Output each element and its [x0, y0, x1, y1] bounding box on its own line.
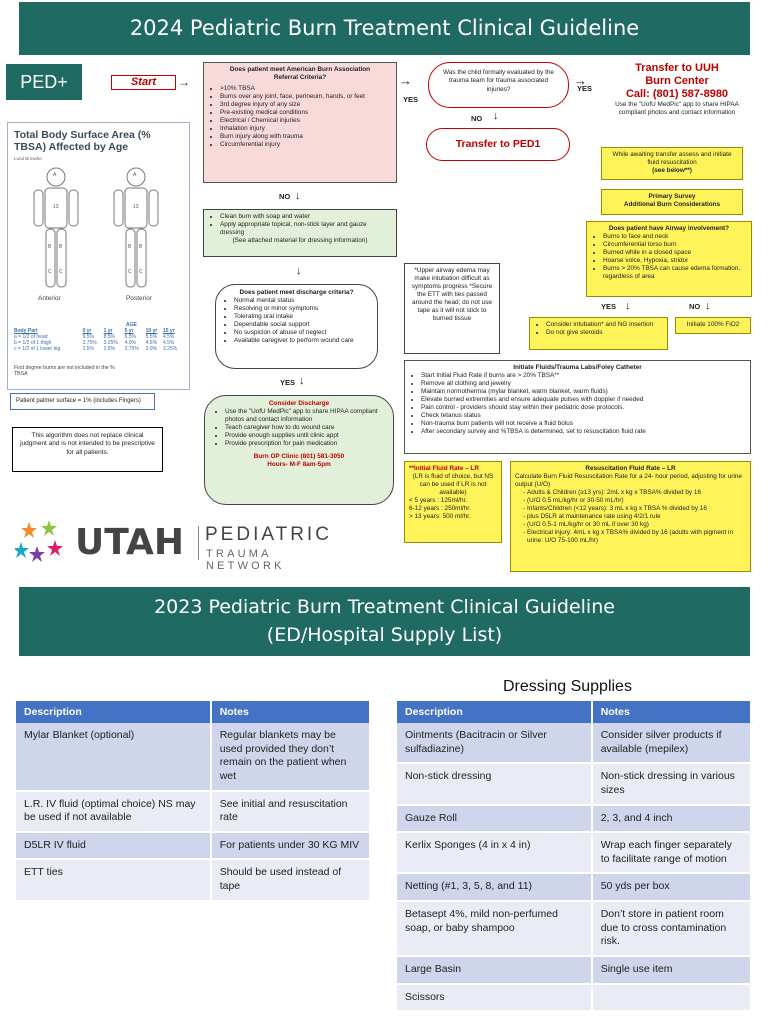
discharge-step: • Provide prescription for pain medication	[225, 440, 385, 448]
svg-text:A: A	[53, 172, 57, 178]
tbsa-cell: 2.5%	[103, 346, 115, 352]
aba-criterion: • 3rd degree injury of any size	[220, 101, 392, 109]
tbsa-title: Total Body Surface Area (% TBSA) Affected by Age	[14, 129, 151, 154]
see-below: (see below**)	[652, 167, 692, 174]
airway-criterion: • Burned while in a closed space	[603, 249, 747, 257]
anterior-label: Anterior	[38, 295, 61, 302]
supply-right-notes: Single use item	[592, 956, 751, 984]
initial-rate-box	[404, 461, 502, 543]
resus-step: - (U/O 0.5 mL/kg/hr or 30-50 mL/hr)	[527, 497, 746, 505]
aba-criterion: • Circumferential injury	[220, 141, 392, 149]
tbsa-header: 5 yr	[124, 328, 134, 334]
fluids-box	[404, 360, 751, 454]
fluids-title: Initiate Fluids/Trauma Labs/Foley Catheter	[513, 364, 642, 371]
intubation-step: • Consider intubation* and NG insertion	[546, 321, 663, 329]
clean-step: • Apply appropriate topical, non-stick layer and gauze dressing	[220, 221, 392, 237]
resus-title: Resuscitation Fluid Rate – LR	[585, 465, 676, 472]
discharge-step: • Use the "UofU MedPic" app to share HIPAA compliant photos and contact information	[225, 408, 385, 424]
supply-right-description: Kerlix Sponges (4 in x 4 in)	[397, 832, 592, 873]
tbsa-header: 0 yr	[82, 328, 92, 334]
supply-right-notes: 2, 3, and 4 inch	[592, 805, 751, 833]
initial-rate-row: > 13 years: 500 ml/hr.	[409, 513, 471, 520]
tbsa-cell: 5.5%	[145, 334, 158, 340]
tbsa-cell: 2.75%	[82, 340, 97, 346]
tbsa-cell: 4.5%	[162, 334, 175, 340]
clean-list	[208, 213, 392, 237]
tbsa-header: 1 yr	[103, 328, 113, 334]
resus-box	[510, 461, 751, 572]
tbsa-cell: 4.5%	[162, 340, 175, 346]
discharge-step: • Provide enough supplies until clinic appt	[225, 432, 385, 440]
clinic-hours: Hours- M-F 8am-5pm	[267, 461, 331, 468]
start-box: Start	[111, 75, 176, 90]
fluids-step: • Remove all clothing and jewelry	[421, 380, 746, 388]
supply-right-description: Netting (#1, 3, 5, 8, and 11)	[397, 873, 592, 901]
supply-left-row	[16, 723, 370, 791]
yes-label-4: YES	[601, 302, 617, 311]
supply-right-notes: Consider silver products if available (mepilex)	[592, 723, 751, 763]
title-banner-2023	[19, 587, 750, 656]
initial-rate-rows	[409, 497, 497, 521]
no-label-3: NO	[689, 302, 701, 311]
tbsa-cell: 8.5%	[103, 334, 115, 340]
title-2023-line1: 2023 Pediatric Burn Treatment Clinical Guideline	[154, 596, 615, 618]
arrow-clean-down: ↓	[296, 265, 302, 277]
discharge-step: • Teach caregiver how to do wound care	[225, 424, 385, 432]
arrow-aba-no: ↓	[295, 190, 301, 202]
intubation-box	[529, 317, 668, 350]
aba-criterion: • >10% TBSA	[220, 85, 392, 93]
yes-label-2: YES	[577, 84, 593, 93]
tbsa-cell: 3.25%	[103, 340, 118, 346]
posterior-label: Posterior	[126, 295, 153, 302]
supply-right-notes	[592, 984, 751, 1012]
tbsa-cell: 3.25%	[162, 346, 178, 352]
arrow-trauma-yes: →	[574, 73, 587, 88]
supply-right-header: Notes	[592, 701, 751, 723]
supply-right-description: Scissors	[397, 984, 592, 1012]
tbsa-figure	[7, 122, 190, 390]
aba-criterion: • Inhalation injury	[220, 125, 392, 133]
discharge-q-title: Does patient meet discharge criteria?	[239, 289, 354, 296]
supply-right-row	[397, 832, 751, 873]
supply-right-description: Non-stick dressing	[397, 763, 592, 804]
aba-criterion: • Burn injury along with trauma	[220, 133, 392, 141]
logo-trauma-network: TRAUMA NETWORK	[206, 548, 285, 572]
transfer-uuh-l2: Burn Center	[645, 75, 709, 87]
awaiting-transfer	[601, 147, 743, 180]
clean-burn-box	[203, 209, 397, 257]
airway-criterion: • Burns to face and neck	[603, 233, 747, 241]
arrow-trauma-no: ↓	[493, 110, 499, 122]
palmer-note: Patient palmer surface = 1% (includes Fingers)	[10, 393, 155, 410]
tbsa-cell: a = 1/2 of head	[14, 334, 48, 340]
fluids-step: • Maintain normothermia (mylar blanket, warm blanket, warm fluids)	[421, 388, 746, 396]
supply-right-description: Gauze Roll	[397, 805, 592, 833]
discharge-criterion: • Dependable social support	[234, 321, 371, 329]
logo-utah: UTAH	[75, 522, 184, 563]
supply-right-notes: Wrap each finger separately to facilitate range of motion	[592, 832, 751, 873]
resus-list	[515, 489, 746, 545]
discharge-criterion: • No suspicion of abuse of neglect	[234, 329, 371, 337]
tbsa-cell: 3.0%	[145, 346, 158, 352]
discharge-q-list	[222, 297, 371, 345]
tbsa-note: First degree burns are not included in the % TBSA	[14, 365, 115, 378]
logo-pediatric: PEDIATRIC	[205, 524, 332, 545]
svg-text:B: B	[139, 244, 143, 250]
discharge-criterion: • Tolerating oral intake	[234, 313, 371, 321]
primary-survey	[601, 189, 743, 215]
edema-note: *Upper airway edema may make intubation difficult as symptoms progress *Secure the ETT with ties passed around the head; do not use tape as it will not stick to burned tissue	[404, 263, 500, 354]
transfer-uuh-l1: Transfer to UUH	[635, 62, 719, 74]
supply-right-row	[397, 723, 751, 763]
yes-label-3: YES	[280, 378, 296, 387]
disclaimer: This algorithm does not replace clinical judgment and is not intended to be prescriptive for all patients.	[12, 427, 163, 472]
resus-step: - plus D5LR at maintenance rate using 4/2/1 rule	[527, 513, 746, 521]
arrow-discharge-yes: ↓	[299, 375, 305, 387]
arrow-aba-yes: →	[399, 73, 412, 88]
svg-text:13: 13	[133, 204, 139, 210]
tbsa-header: 10 yr	[145, 328, 158, 334]
svg-text:13: 13	[53, 204, 59, 210]
supply-left-notes: See initial and resuscitation rate	[211, 791, 370, 832]
tbsa-table	[14, 328, 184, 352]
supply-table-right	[397, 701, 752, 1012]
svg-text:C: C	[59, 269, 63, 275]
ped-plus-badge: PED+	[6, 64, 82, 100]
supply-table-left	[16, 701, 371, 902]
resus-intro: Calculate Burn Fluid Resuscitation Rate for a 24- hour period, adjusting for urine output (U/O)	[515, 473, 742, 488]
fluids-step: • After secondary survey and %TBSA is determined, set to resuscitation fluid rate	[421, 428, 746, 436]
title-banner-2024: 2024 Pediatric Burn Treatment Clinical Guideline	[19, 2, 750, 55]
supply-left-description: ETT ties	[16, 859, 211, 900]
dressing-heading: Dressing Supplies	[503, 678, 632, 695]
trauma-question: Was the child formally evaluated by the trauma team for trauma associated injuries?	[428, 62, 569, 108]
aba-criterion: • Electrical / Chemical injuries	[220, 117, 392, 125]
tbsa-source: Lund Browder	[14, 156, 43, 161]
initial-rate-row: 6-12 years : 250ml/hr.	[409, 505, 471, 512]
tbsa-cell: b = 1/2 of 1 thigh	[14, 340, 52, 346]
transfer-uuh	[602, 62, 752, 142]
tbsa-header: Body Part	[14, 328, 38, 334]
supply-left-notes: Should be used instead of tape	[211, 859, 370, 900]
transfer-ped1: Transfer to PED1	[426, 128, 570, 161]
supply-right-row	[397, 805, 751, 833]
svg-text:B: B	[59, 244, 63, 250]
supply-right-description: Large Basin	[397, 956, 592, 984]
svg-text:A: A	[133, 172, 137, 178]
additional-burn-text: Additional Burn Considerations	[623, 201, 721, 208]
fluids-step: • Elevate burned extremities and ensure adequate pulses with doppler if needed	[421, 396, 746, 404]
tbsa-cell: 9.5%	[82, 334, 94, 340]
awaiting-text: While awaiting transfer assess and initiate fluid resuscitation	[612, 151, 732, 166]
aba-criterion: • Pre-existing medical conditions	[220, 109, 392, 117]
supply-right-notes: 50 yds per box	[592, 873, 751, 901]
airway-criterion: • Burns > 20% TBSA can cause edema formation, regardless of area	[603, 265, 747, 281]
tbsa-cell: 2.5%	[82, 346, 94, 352]
discharge-list	[213, 408, 385, 448]
tbsa-cell: 6.5%	[124, 334, 137, 340]
supply-right-header: Description	[397, 701, 592, 723]
svg-text:C: C	[139, 269, 143, 275]
clean-note: (See attached material for dressing information)	[232, 237, 368, 244]
resus-step: - (U/O 0.5-1 mL/kg/hr or 30 mL if over 30 kg)	[527, 521, 746, 529]
supply-left-description: D5LR IV fluid	[16, 832, 211, 860]
aba-criterion: • Burns over any joint, face, perineum, hands, or feet	[220, 93, 392, 101]
supply-left-description: L.R. IV fluid (optimal choice) NS may be used if not available	[16, 791, 211, 832]
supply-left-header: Description	[16, 701, 211, 723]
tbsa-header: 15 yr	[162, 328, 175, 334]
airway-list	[591, 233, 747, 281]
clinic-phone: Burn OP Clinic (801) 581-3050	[253, 453, 345, 460]
supply-left-row	[16, 859, 370, 900]
intubation-step: • Do not give steroids	[546, 329, 663, 337]
star-cluster-icon	[15, 518, 67, 568]
supply-right-notes: Don’t store in patient room due to cross contamination risk.	[592, 901, 751, 956]
initial-rate-note: (LR is fluid of choice, but NS can be used if LR is not available)	[412, 473, 494, 496]
airway-criterion: • Hoarse voice, Hypoxia, stridor	[603, 257, 747, 265]
transfer-uuh-note: Use the "UofU MedPic" app to share HIPAA compliant photos and contact information	[615, 101, 739, 116]
initial-rate-title: **Initial Fluid Rate – LR	[409, 465, 479, 472]
fluids-step: • Check tetanus status	[421, 412, 746, 420]
no-label-2: NO	[279, 192, 291, 201]
arrow-airway-yes: ↓	[625, 300, 631, 312]
arrow-airway-no: ↓	[705, 300, 711, 312]
supply-right-description: Betasept 4%, mild non-perfumed soap, or baby shampoo	[397, 901, 592, 956]
supply-right-row	[397, 956, 751, 984]
discharge-criterion: • Normal mental status	[234, 297, 371, 305]
primary-survey-text: Primary Survey	[648, 193, 696, 200]
svg-text:B: B	[48, 244, 52, 250]
title-2023-line2: (ED/Hospital Supply List)	[266, 624, 503, 646]
supply-left-notes: Regular blankets may be used provided they don’t remain on the patient when wet	[211, 723, 370, 791]
resus-step: - Electrical injury: 4mL x kg x TBSA% divided by 16 (adults with pigment in urine: U/O 75-100 mL/hr)	[527, 529, 746, 545]
clean-step: • Clean burn with soap and water	[220, 213, 392, 221]
discharge-criteria	[215, 284, 378, 369]
initial-rate-row: < 5 years : 125ml/hr.	[409, 497, 468, 504]
supply-left-description: Mylar Blanket (optional)	[16, 723, 211, 791]
svg-text:B: B	[128, 244, 132, 250]
fluids-step: • Start Initial Fluid Rate if burns are > 20% TBSA**	[421, 372, 746, 380]
supply-right-row	[397, 763, 751, 804]
fluids-step: • Pain control - providers should stay within their pediatric dose protocols.	[421, 404, 746, 412]
supply-right-description: Ointments (Bacitracin or Silver sulfadiazine)	[397, 723, 592, 763]
supply-left-row	[16, 791, 370, 832]
arrow-start: →	[178, 75, 190, 89]
intubation-list	[534, 321, 663, 337]
resus-step: - Infants/Children (<12 years): 3 mL x kg x TBSA % divided by 16	[527, 505, 746, 513]
supply-right-notes: Non-stick dressing in various sizes	[592, 763, 751, 804]
svg-text:C: C	[128, 269, 132, 275]
body-diagram	[14, 163, 184, 303]
tbsa-cell: 2.75%	[124, 346, 139, 352]
discharge-title: Consider Discharge	[268, 400, 330, 407]
transfer-uuh-phone: Call: (801) 587-8980	[625, 88, 729, 100]
airway-criterion: • Circumferential torso burn	[603, 241, 747, 249]
supply-right-row	[397, 901, 751, 956]
aba-title: Does patient meet American Burn Association Referral Criteria?	[229, 66, 371, 81]
yes-label-1: YES	[403, 95, 419, 104]
tbsa-cell: 4.5%	[145, 340, 158, 346]
utah-logo	[15, 518, 335, 572]
no-label-1: NO	[471, 114, 483, 123]
aba-list	[208, 85, 392, 149]
resus-step: - Adults & Children (≥13 yrs): 2mL x kg x TBSA% divided by 16	[527, 489, 746, 497]
supply-left-row	[16, 832, 370, 860]
supply-right-row	[397, 984, 751, 1012]
tbsa-cell: 4.0%	[124, 340, 137, 346]
age-label: AGE	[126, 322, 137, 328]
supply-left-notes: For patients under 30 KG MIV	[211, 832, 370, 860]
svg-text:C: C	[48, 269, 52, 275]
fluids-step: • Non-trauma burn patients will not receive a fluid bolus	[421, 420, 746, 428]
discharge-criterion: • Resolving or minor symptoms	[234, 305, 371, 313]
supply-left-header: Notes	[211, 701, 370, 723]
discharge-criterion: • Available caregiver to perform wound care	[234, 337, 371, 345]
supply-right-row	[397, 873, 751, 901]
aba-criteria-box	[203, 62, 397, 183]
fluids-list	[409, 372, 746, 436]
fio2-box: Initiate 100% FiO2	[675, 317, 751, 334]
tbsa-cell: c = 1/2 of 1 lower leg	[14, 346, 61, 352]
airway-title: Does patient have Airway involvement?	[608, 225, 730, 232]
consider-discharge	[204, 395, 394, 505]
airway-box	[586, 221, 752, 297]
